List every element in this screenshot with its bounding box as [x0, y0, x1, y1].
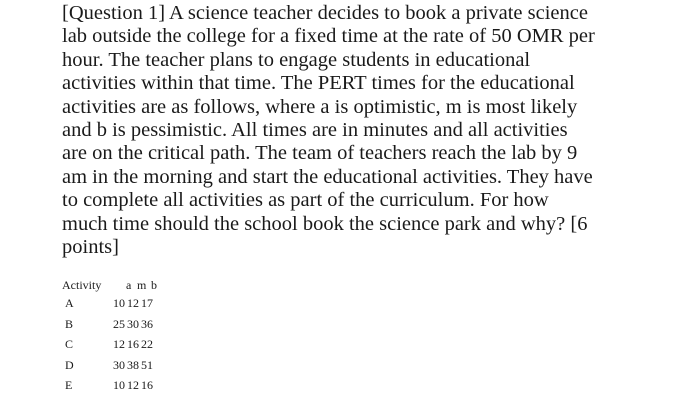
header-b: b: [151, 278, 157, 292]
question-line: hour. The teacher plans to engage students in educational: [62, 48, 531, 71]
activity-times: 10 12 17: [113, 296, 153, 310]
question-line: lab outside the college for a fixed time at the rate of 50 OMR per: [62, 25, 595, 48]
header-a: a: [126, 278, 132, 292]
question-line: points]: [62, 236, 119, 259]
question-line: activities within that time. The PERT times for the educational: [62, 72, 575, 95]
question-line: and b is pessimistic. All times are in minutes and all activities: [62, 119, 568, 142]
activity-label: D: [65, 357, 74, 372]
activity-label: A: [65, 296, 74, 310]
question-line: are on the critical path. The team of teachers reach the lab by 9: [62, 142, 578, 165]
activity-times: 10 12 16: [113, 378, 153, 392]
question-line: [Question 1] A science teacher decides to book a private science: [62, 2, 588, 24]
activity-label: E: [65, 378, 73, 392]
question-line: much time should the school book the science park and why? [6: [62, 212, 588, 235]
activity-times: 30 38 51: [113, 357, 153, 372]
question-line: am in the morning and start the educational activities. They have: [62, 165, 593, 188]
question-line: to complete all activities as part of the curriculum. For how: [62, 189, 549, 212]
activity-label: B: [65, 316, 74, 331]
question-line: activities are as follows, where a is optimistic, m is most likely: [62, 95, 578, 118]
question-text: [62, 2, 688, 259]
header-activity: Activity: [62, 278, 102, 292]
activity-times: 12 16 22: [113, 337, 153, 351]
header-m: m: [137, 278, 147, 292]
activity-times: 25 30 36: [113, 316, 153, 331]
activity-label: C: [65, 337, 74, 351]
